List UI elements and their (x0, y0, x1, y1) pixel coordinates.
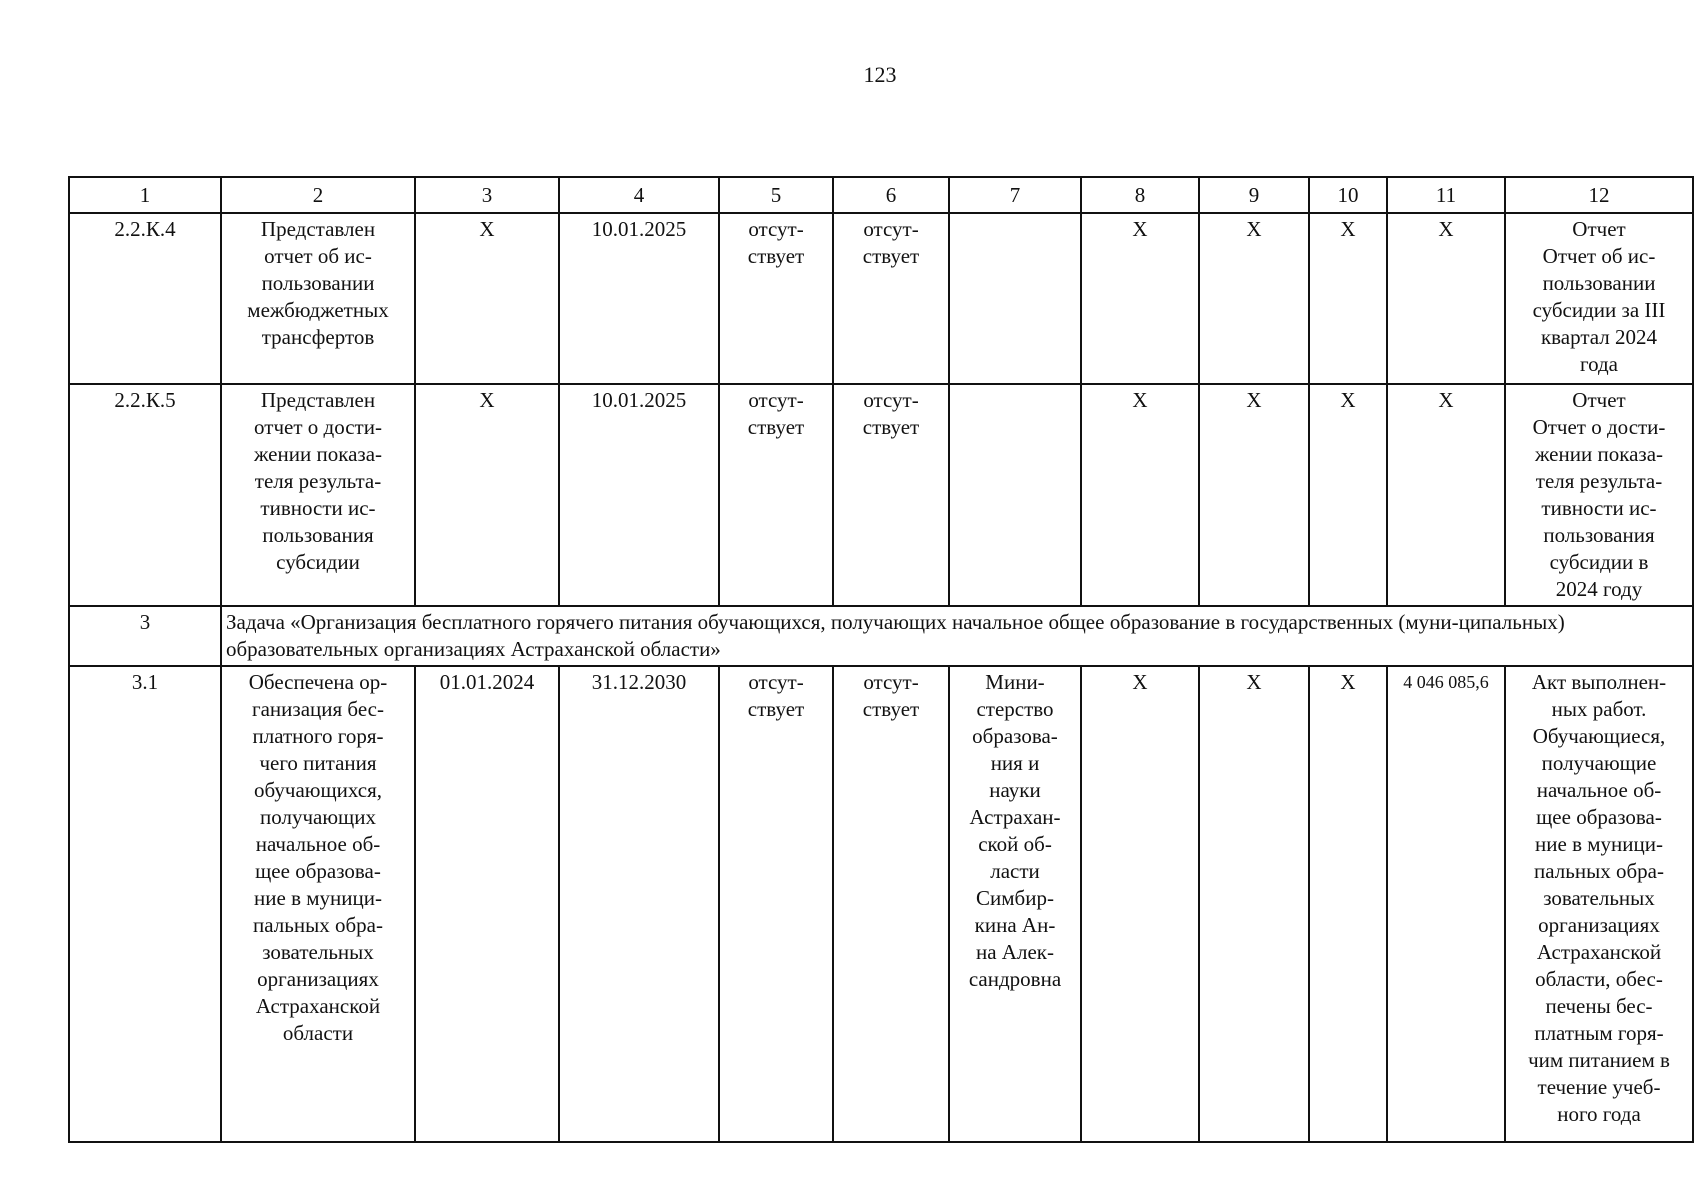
header-cell-3: 3 (415, 177, 559, 213)
row-id: 2.2.К.4 (69, 213, 221, 384)
task-id: 3 (69, 606, 221, 666)
header-cell-12: 12 (1505, 177, 1693, 213)
header-cell-5: 5 (719, 177, 833, 213)
row-col10: X (1309, 384, 1387, 606)
header-cell-4: 4 (559, 177, 719, 213)
row-result: Отчет Отчет о дости- жении показа- теля результа- тивности ис- пользования субсидии в 2024 году (1505, 384, 1693, 606)
row-responsible: Мини- стерство образова- ния и науки Астрахан- ской об- ласти Симбир- кина Ан- на Алек- сандровна (949, 666, 1081, 1142)
row-col6: отсут- ствует (833, 213, 949, 384)
row-responsible (949, 384, 1081, 606)
row-col8: X (1081, 666, 1199, 1142)
header-row (69, 177, 1693, 213)
row-start-date: X (415, 213, 559, 384)
row-col9: X (1199, 666, 1309, 1142)
task-row (69, 606, 1693, 666)
row-col9: X (1199, 213, 1309, 384)
row-col8: X (1081, 213, 1199, 384)
header-cell-1: 1 (69, 177, 221, 213)
header-cell-11: 11 (1387, 177, 1505, 213)
table-row (69, 213, 1693, 384)
row-col11: X (1387, 213, 1505, 384)
row-col11: X (1387, 384, 1505, 606)
row-end-date: 31.12.2030 (559, 666, 719, 1142)
page-number: 123 (863, 62, 897, 87)
row-result: Акт выполнен- ных работ. Обучающиеся, получающие начальное об- щее образова- ние в муници- пальных обра- зовательных организациях Астраханской области, обес- печены бес- платным горя- чим питанием в течение учеб- ного года (1505, 666, 1693, 1142)
row-description: Представлен отчет об ис- пользовании межбюджетных трансфертов (221, 213, 415, 384)
row-col5: отсут- ствует (719, 384, 833, 606)
row-col6: отсут- ствует (833, 384, 949, 606)
row-start-date: X (415, 384, 559, 606)
row-col8: X (1081, 384, 1199, 606)
row-col9: X (1199, 384, 1309, 606)
row-description: Обеспечена ор- ганизация бес- платного горя- чего питания обучающихся, получающих начальное об- щее образова- ние в муници- пальных обра- зовательных организациях Астраханской области (221, 666, 415, 1142)
header-cell-6: 6 (833, 177, 949, 213)
header-cell-8: 8 (1081, 177, 1199, 213)
row-responsible (949, 213, 1081, 384)
row-id: 2.2.К.5 (69, 384, 221, 606)
table-row (69, 666, 1693, 1142)
row-end-date: 10.01.2025 (559, 384, 719, 606)
row-end-date: 10.01.2025 (559, 213, 719, 384)
row-col5: отсут- ствует (719, 666, 833, 1142)
row-col10: X (1309, 213, 1387, 384)
task-description: Задача «Организация бесплатного горячего питания обучающихся, получающих начальное общее образование в государственных (муни-ципальных) образовательных организациях Астраханской области» (221, 606, 1693, 666)
header-cell-9: 9 (1199, 177, 1309, 213)
document-table (68, 176, 1694, 1143)
row-description: Представлен отчет о дости- жении показа- теля результа- тивности ис- пользования субсидии (221, 384, 415, 606)
row-start-date: 01.01.2024 (415, 666, 559, 1142)
header-cell-7: 7 (949, 177, 1081, 213)
row-col6: отсут- ствует (833, 666, 949, 1142)
row-id: 3.1 (69, 666, 221, 1142)
table-row (69, 384, 1693, 606)
header-cell-2: 2 (221, 177, 415, 213)
row-result: Отчет Отчет об ис- пользовании субсидии за III квартал 2024 года (1505, 213, 1693, 384)
row-col5: отсут- ствует (719, 213, 833, 384)
row-amount: 4 046 085,6 (1387, 666, 1505, 1142)
header-cell-10: 10 (1309, 177, 1387, 213)
row-col10: X (1309, 666, 1387, 1142)
